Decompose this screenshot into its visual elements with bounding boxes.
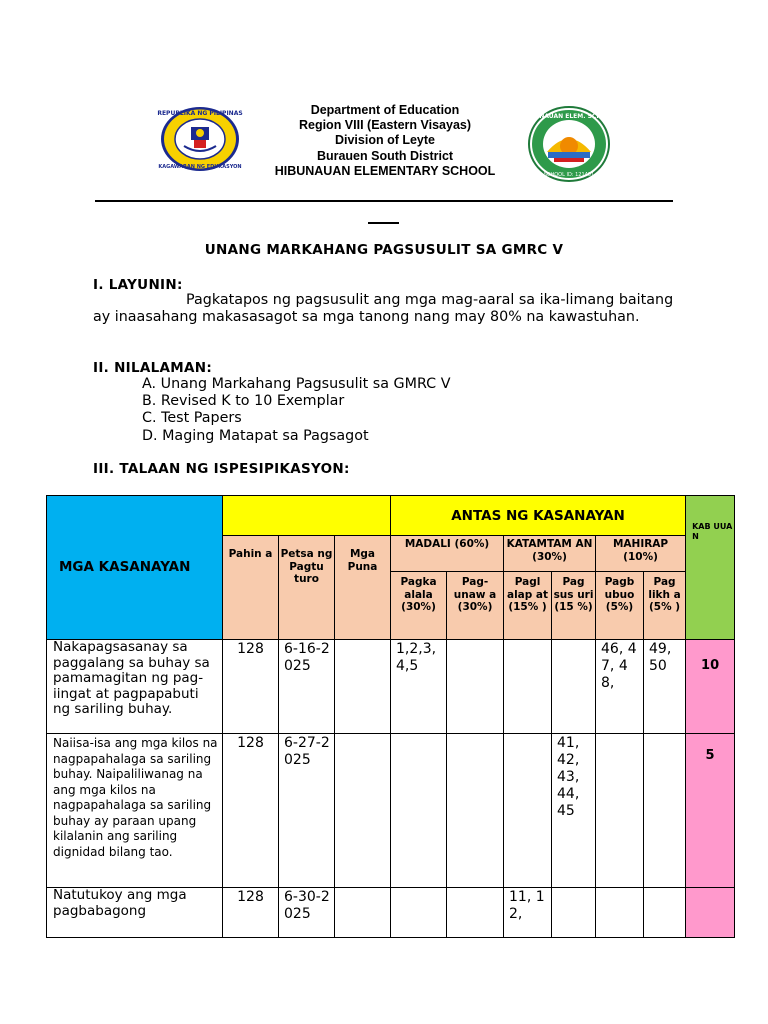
nilalaman-heading: II. NILALAMAN:: [93, 360, 213, 376]
puna-header: Mga Puna: [335, 536, 391, 640]
pagsusuri-header: Pag sus uri (15 %): [552, 572, 596, 640]
paglalapat-cell: [504, 640, 552, 734]
pagbuo-cell: [596, 888, 644, 938]
pagsusuri-cell: [552, 888, 596, 938]
petsa-cell: 6-27-2025: [279, 734, 335, 888]
pahina-cell: 128: [223, 734, 279, 888]
pagsusuri-cell: 41, 42, 43, 44, 45: [552, 734, 596, 888]
school-header: [230, 103, 540, 179]
paglikha-cell: 49, 50: [644, 640, 686, 734]
petsa-cell: 6-30-2025: [279, 888, 335, 938]
svg-text:REPUBLIKA NG PILIPINAS: REPUBLIKA NG PILIPINAS: [157, 110, 243, 117]
svg-text:SCHOOL ID: 121401: SCHOOL ID: 121401: [543, 172, 595, 178]
division-line: Division of Leyte: [334, 133, 436, 148]
kabuuan-cell: [686, 888, 735, 938]
pagkaalala-header: Pagka alala (30%): [391, 572, 447, 640]
department-line: Department of Education: [310, 103, 460, 117]
pagsusuri-cell: [552, 640, 596, 734]
paglalapat-cell: [504, 734, 552, 888]
list-item: B. Revised K to 10 Exemplar: [142, 393, 345, 410]
nilalaman-list: [142, 376, 450, 445]
list-item: A. Unang Markahang Pagsusulit sa GMRC V: [142, 376, 451, 392]
yellow-header-blank: [223, 496, 391, 536]
pahina-cell: 128: [223, 640, 279, 734]
pagunawa-header: Pag- unaw a (30%): [447, 572, 504, 640]
svg-text:KAGAWARAN NG EDUKASYON: KAGAWARAN NG EDUKASYON: [158, 164, 242, 170]
pagkaalala-cell: 1,2,3,4,5: [391, 640, 447, 734]
pagbuo-header: Pagb ubuo (5%): [596, 572, 644, 640]
pahina-cell: 128: [223, 888, 279, 938]
puna-cell: [335, 640, 391, 734]
paglikha-cell: [644, 888, 686, 938]
pagbuo-cell: 46, 47, 48,: [596, 640, 644, 734]
skills-header: MGA KASANAYAN: [47, 496, 223, 640]
pagunawa-cell: [447, 640, 504, 734]
kabuuan-cell: 5: [686, 734, 735, 888]
petsa-header: Petsa ng Pagtu turo: [279, 536, 335, 640]
kabuuan-header: KAB UUA N: [686, 496, 735, 640]
pahina-header: Pahin a: [223, 536, 279, 640]
pagunawa-cell: [447, 734, 504, 888]
header-divider-tail: [368, 222, 399, 224]
school-seal-logo: [522, 106, 616, 182]
header-divider: [95, 200, 673, 202]
kabuuan-cell: 10: [686, 640, 735, 734]
region-line: Region VIII (Eastern Visayas): [298, 118, 472, 133]
petsa-cell: 6-16-2025: [279, 640, 335, 734]
madali-header: MADALI (60%): [391, 536, 504, 572]
exam-title: UNANG MARKAHANG PAGSUSULIT SA GMRC V: [204, 242, 564, 258]
puna-cell: [335, 888, 391, 938]
table-row: [47, 640, 735, 734]
list-item: D. Maging Matapat sa Pagsagot: [142, 427, 369, 444]
district-line: Burauen South District: [316, 148, 454, 163]
antas-header: ANTAS NG KASANAYAN: [391, 496, 686, 536]
paglalapat-header: Pagl alap at (15% ): [504, 572, 552, 640]
paglalapat-cell: 11, 12,: [504, 888, 552, 938]
paglikha-cell: [644, 734, 686, 888]
skill-cell: Naiisa-isa ang mga kilos na nagpapahalaga sa sariling buhay. Naipaliliwanag na ang mga kilos na nagpapahalaga sa sariling buhay ay paraan upang kilalanin ang sariling dignidad bilang tao.: [47, 734, 223, 888]
pagbuo-cell: [596, 734, 644, 888]
katamtaman-header: KATAMTAM AN (30%): [504, 536, 596, 572]
table-row: [47, 888, 735, 938]
mahirap-header: MAHIRAP (10%): [596, 536, 686, 572]
skill-cell: Natutukoy ang mga pagbabagong: [47, 888, 223, 938]
table-row: [47, 734, 735, 888]
skill-cell: Nakapagsasanay sa paggalang sa buhay sa pamamagitan ng pag-iingat at pagpapabuti ng sariling buhay.: [47, 640, 223, 734]
pagunawa-cell: [447, 888, 504, 938]
puna-cell: [335, 734, 391, 888]
school-name: HIBUNAUAN ELEMENTARY SCHOOL: [274, 163, 496, 178]
table-of-specifications: [46, 495, 735, 938]
layunin-text: Pagkatapos ng pagsusulit ang mga mag-aaral sa ika-limang baitang ay inaasahang makasasagot sa mga tanong nang may 80% na kawastuhan.: [93, 292, 674, 325]
paglikha-header: Pag likh a (5% ): [644, 572, 686, 640]
list-item: C. Test Papers: [142, 410, 242, 427]
layunin-heading: I. LAYUNIN:: [93, 277, 183, 293]
svg-text:HIBUNAUAN ELEM. SCHOOL: HIBUNAUAN ELEM. SCHOOL: [522, 113, 616, 120]
talaan-heading: III. TALAAN NG ISPESIPIKASYON:: [93, 461, 350, 477]
pagkaalala-cell: [391, 734, 447, 888]
deped-seal-logo: [157, 106, 243, 172]
pagkaalala-cell: [391, 888, 447, 938]
